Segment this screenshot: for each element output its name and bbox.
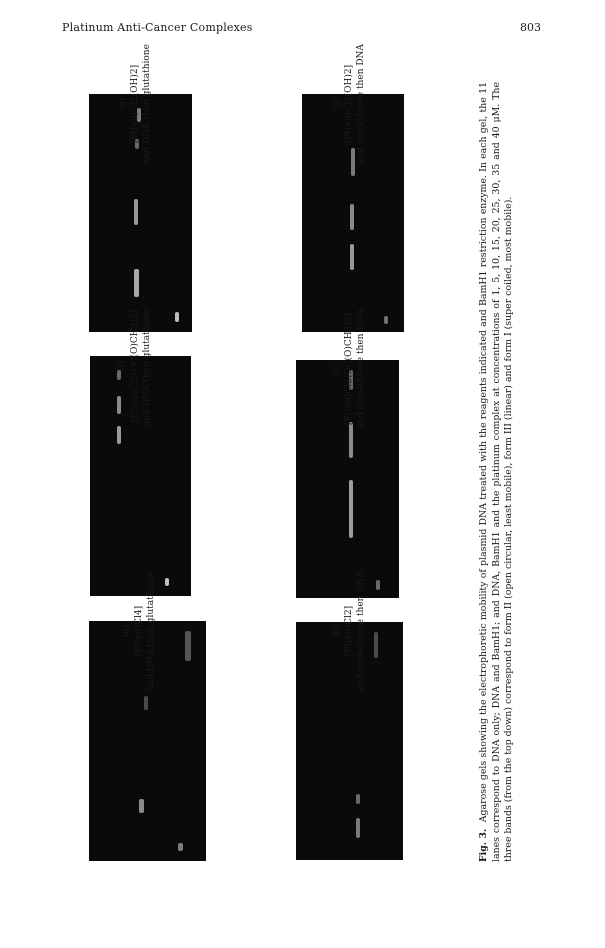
panel-formula: [Pt(en)Cl2(OH)2]: [130, 64, 140, 144]
running-title: Platinum Anti-Cancer Complexes: [62, 21, 253, 34]
panel-formula: [Pt(en)Cl4]: [134, 605, 144, 657]
panel-label: (e): [122, 624, 132, 638]
panel-formula: [Pt(en)Cl2(OC(O)CH3)2]: [130, 309, 140, 423]
panel-label: (h): [332, 624, 342, 638]
panel-label: (f): [118, 360, 128, 372]
panel-note: and DNA then glutathione: [142, 306, 152, 426]
panel-note: and DNA then glutathione: [146, 571, 156, 691]
panel-label: (i): [332, 364, 342, 374]
panel-formula: [Pt(en)Cl2]: [344, 605, 354, 657]
panel-label: (j): [332, 99, 342, 109]
panel-label: (g): [118, 97, 128, 111]
panel-formula: [Pt(en)Cl2(OH)2]: [344, 64, 354, 144]
figure-label: Fig. 3.: [478, 828, 489, 862]
panel-note: and DNA then glutathione: [142, 44, 152, 164]
panel-note: and glutathione then DNA: [356, 309, 366, 429]
panel-formula: [Pt(en)Cl2(OC(O)CH3)2]: [344, 312, 354, 426]
page-number: 803: [520, 21, 541, 34]
figure-caption-text: Agarose gels showing the electrophoretic mobility of plasmid DNA treated with the reagents indicated and BamH1 restriction enzyme. In each gel, the 11 lanes correspond to DNA only; DNA and BamH1; and DNA, BamH1 and the platinum complex at concentrations of 1, 5, 10, 15, 20, 25, 30, 35 and 40 μM. The three bands (from the top down) correspond to form II (open circular, least mobile), form III (linear) and form I (super coiled, most mobile).: [478, 82, 515, 862]
panel-note: and glutathione then DNA: [356, 571, 366, 691]
panel-note: and glutathione then DNA: [356, 44, 366, 164]
